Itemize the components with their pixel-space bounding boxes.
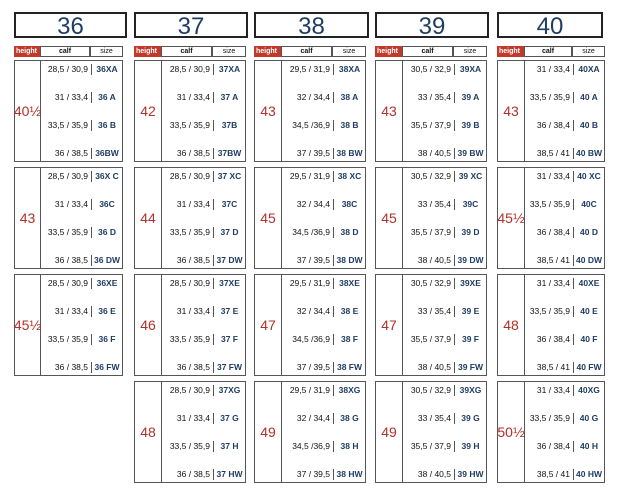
calf-range: 36 / 38,5 [54,362,88,372]
height-value: 45 [255,168,282,268]
size-row [162,469,245,480]
calf-range: 28,5 / 30,9 [47,171,88,181]
size-row [525,306,604,317]
size-code: 37 H [213,441,245,452]
size-row [162,64,245,75]
calf-range: 33,5 / 35,9 [169,120,210,130]
size-row [41,306,122,317]
size-code: 37 HW [213,469,245,480]
size-code: 38 F [333,334,365,345]
calf-range: 30,5 / 32,9 [410,385,451,395]
header-height: height [14,46,40,57]
calf-range: 33 / 35,4 [417,306,451,316]
calf-range: 36 / 38,5 [54,148,88,158]
height-value: 47 [376,275,403,375]
calf-range: 31 / 33,4 [176,413,210,423]
size-row [403,469,486,480]
calf-range: 33,5 / 35,9 [169,441,210,451]
size-row [525,278,604,289]
height-value: 43 [498,61,525,161]
size-code: 37 D [213,227,245,238]
height-block [375,60,487,162]
size-code: 36XE [91,278,122,289]
size-code: 36 E [91,306,122,317]
size-code: 39 H [454,441,486,452]
calf-range: 28,5 / 30,9 [169,385,210,395]
size-code: 40 D [573,227,604,238]
calf-range: 31 / 33,4 [54,306,88,316]
size-code: 38 HW [333,469,365,480]
size-row [282,255,365,266]
calf-range: 36 / 38,4 [536,334,570,344]
size-code: 39 D [454,227,486,238]
size-code: 40 BW [573,148,604,159]
size-row [525,199,604,210]
size-row [282,469,365,480]
calf-range: 33 / 35,4 [417,199,451,209]
calf-range: 31 / 33,4 [176,306,210,316]
calf-range: 32 / 34,4 [296,413,330,423]
header-size: size [332,46,366,57]
size-row [525,64,604,75]
calf-range: 36 / 38,4 [536,441,570,451]
size-code: 38 XC [333,171,365,182]
height-block [497,60,605,162]
size-code: 40C [573,199,604,210]
size-row [162,385,245,396]
size-code: 39 E [454,306,486,317]
size-row [162,148,245,159]
size-code: 40XA [573,64,604,75]
calf-range: 37 / 39,5 [296,148,330,158]
height-block [134,167,246,269]
height-block [497,381,605,483]
size-code: 40 H [573,441,604,452]
header-calf: calf [161,46,212,57]
size-code: 36 FW [91,362,122,373]
header-height: height [134,46,161,57]
size-code: 37 DW [213,255,245,266]
size-row [525,120,604,131]
size-row [162,255,245,266]
size-row [403,64,486,75]
size-code: 40XG [573,385,604,396]
calf-range: 29,5 / 31,9 [289,385,330,395]
header-size: size [212,46,246,57]
size-row [282,385,365,396]
column-header-row [134,46,246,57]
calf-range: 37 / 39,5 [296,362,330,372]
size-row [525,171,604,182]
calf-range: 34,5 /36,9 [292,441,330,451]
size-row [403,306,486,317]
calf-range: 33,5 / 35,9 [47,334,88,344]
size-row [525,334,604,345]
size-row [282,64,365,75]
height-value: 49 [376,382,403,482]
size-row [403,441,486,452]
size-row [41,227,122,238]
calf-range: 31 / 33,4 [176,92,210,102]
calf-range: 30,5 / 32,9 [410,278,451,288]
size-code: 36 B [91,120,122,131]
size-column [14,12,127,38]
size-row [525,469,604,480]
height-value: 43 [376,61,403,161]
calf-range: 29,5 / 31,9 [289,171,330,181]
size-column [134,12,248,38]
size-code: 40 F [573,334,604,345]
size-code: 38XA [333,64,365,75]
calf-range: 33,5 / 35,9 [529,306,570,316]
height-block [134,381,246,483]
size-row [282,148,365,159]
column-header-row [254,46,366,57]
calf-range: 38 / 40,5 [417,362,451,372]
height-block [134,274,246,376]
column-header-row [14,46,123,57]
calf-range: 28,5 / 30,9 [169,171,210,181]
calf-range: 38 / 40,5 [417,255,451,265]
calf-range: 30,5 / 32,9 [410,64,451,74]
header-size: size [453,46,487,57]
size-code: 38 D [333,227,365,238]
size-row [403,148,486,159]
calf-range: 33,5 / 35,9 [47,120,88,130]
size-code: 39 FW [454,362,486,373]
size-row [282,92,365,103]
calf-range: 31 / 33,4 [54,92,88,102]
size-code: 40 G [573,413,604,424]
size-row [162,306,245,317]
height-block [254,381,366,483]
calf-range: 32 / 34,4 [296,199,330,209]
calf-range: 35,5 / 37,9 [410,227,451,237]
calf-range: 33,5 / 35,9 [47,227,88,237]
calf-range: 38 / 40,5 [417,148,451,158]
size-row [162,441,245,452]
calf-range: 32 / 34,4 [296,92,330,102]
height-block [254,167,366,269]
size-code: 37C [213,199,245,210]
height-block [14,274,123,376]
size-code: 38XG [333,385,365,396]
size-code: 38C [333,199,365,210]
calf-range: 28,5 / 30,9 [47,64,88,74]
header-calf: calf [402,46,453,57]
size-row [41,199,122,210]
calf-range: 31 / 33,4 [176,199,210,209]
size-row [403,278,486,289]
height-value: 42 [135,61,162,161]
height-block [375,274,487,376]
calf-range: 38,5 / 41 [536,255,570,265]
size-code: 39 A [454,92,486,103]
height-block [14,167,123,269]
size-code: 40 A [573,92,604,103]
size-code: 39 DW [454,255,486,266]
size-row [41,278,122,289]
calf-range: 37 / 39,5 [296,255,330,265]
shoe-size-title: 39 [375,12,489,38]
size-code: 36XA [91,64,122,75]
size-code: 38 A [333,92,365,103]
header-size: size [572,46,605,57]
size-code: 36 A [91,92,122,103]
calf-range: 28,5 / 30,9 [47,278,88,288]
size-row [162,362,245,373]
calf-range: 31 / 33,4 [536,171,570,181]
size-row [282,362,365,373]
size-row [525,92,604,103]
size-row [525,441,604,452]
calf-range: 29,5 / 31,9 [289,64,330,74]
height-value: 45½ [498,168,525,268]
height-block [14,60,123,162]
size-row [41,92,122,103]
calf-range: 33,5 / 35,9 [529,199,570,209]
calf-range: 34,5 /36,9 [292,120,330,130]
size-row [41,334,122,345]
calf-range: 35,5 / 37,9 [410,334,451,344]
size-row [162,413,245,424]
calf-range: 30,5 / 32,9 [410,171,451,181]
calf-range: 36 / 38,4 [536,120,570,130]
size-row [41,120,122,131]
size-column [497,12,603,38]
size-code: 37 G [213,413,245,424]
size-code: 38 B [333,120,365,131]
calf-range: 36 / 38,5 [176,255,210,265]
size-code: 40 XC [573,171,604,182]
size-row [162,199,245,210]
size-code: 40XE [573,278,604,289]
calf-range: 35,5 / 37,9 [410,441,451,451]
calf-range: 32 / 34,4 [296,306,330,316]
size-row [525,385,604,396]
size-code: 40 FW [573,362,604,373]
size-code: 37XG [213,385,245,396]
calf-range: 36 / 38,5 [176,362,210,372]
calf-range: 34,5 /36,9 [292,227,330,237]
header-height: height [497,46,524,57]
size-row [41,171,122,182]
calf-range: 29,5 / 31,9 [289,278,330,288]
size-code: 36 F [91,334,122,345]
calf-range: 34,5 /36,9 [292,334,330,344]
height-block [497,274,605,376]
size-code: 40 B [573,120,604,131]
size-row [41,148,122,159]
size-row [282,413,365,424]
size-code: 36C [91,199,122,210]
size-code: 37 XC [213,171,245,182]
calf-range: 33,5 / 35,9 [169,227,210,237]
calf-range: 31 / 33,4 [536,385,570,395]
size-row [525,413,604,424]
calf-range: 28,5 / 30,9 [169,64,210,74]
size-row [162,92,245,103]
size-code: 37 FW [213,362,245,373]
height-value: 49 [255,382,282,482]
height-value: 45½ [15,275,41,375]
calf-range: 28,5 / 30,9 [169,278,210,288]
size-row [403,120,486,131]
column-header-row [497,46,605,57]
calf-range: 36 / 38,5 [176,148,210,158]
size-code: 39 G [454,413,486,424]
calf-range: 36 / 38,4 [536,227,570,237]
height-block [134,60,246,162]
height-block [375,167,487,269]
size-column [254,12,369,38]
size-code: 38 H [333,441,365,452]
calf-range: 38,5 / 41 [536,362,570,372]
shoe-size-title: 36 [14,12,127,38]
size-code: 37XE [213,278,245,289]
column-header-row [375,46,487,57]
header-calf: calf [40,46,90,57]
size-row [282,278,365,289]
size-code: 39 HW [454,469,486,480]
calf-range: 36 / 38,5 [176,469,210,479]
header-calf: calf [281,46,332,57]
size-code: 39XA [454,64,486,75]
height-block [497,167,605,269]
size-row [41,255,122,266]
size-code: 36X C [91,171,122,182]
size-code: 37 F [213,334,245,345]
height-value: 40½ [15,61,41,161]
size-row [525,148,604,159]
size-code: 39C [454,199,486,210]
size-row [162,278,245,289]
header-calf: calf [524,46,572,57]
size-code: 40 HW [573,469,604,480]
size-row [403,227,486,238]
height-value: 46 [135,275,162,375]
size-row [525,227,604,238]
calf-range: 33,5 / 35,9 [169,334,210,344]
shoe-size-title: 40 [497,12,603,38]
size-row [403,413,486,424]
size-code: 38 G [333,413,365,424]
height-value: 48 [135,382,162,482]
height-value: 43 [15,168,41,268]
size-code: 39 XC [454,171,486,182]
calf-range: 31 / 33,4 [54,199,88,209]
size-code: 37BW [213,148,245,159]
size-row [403,334,486,345]
size-row [282,120,365,131]
calf-range: 33,5 / 35,9 [529,92,570,102]
size-row [403,199,486,210]
size-code: 39 B [454,120,486,131]
size-row [162,120,245,131]
height-block [254,274,366,376]
size-code: 39XE [454,278,486,289]
size-code: 39 BW [454,148,486,159]
size-row [403,385,486,396]
size-code: 40 E [573,306,604,317]
size-code: 38 E [333,306,365,317]
calf-range: 33 / 35,4 [417,413,451,423]
size-row [403,255,486,266]
height-block [254,60,366,162]
calf-range: 37 / 39,5 [296,469,330,479]
size-code: 37B [213,120,245,131]
size-row [41,362,122,373]
height-value: 47 [255,275,282,375]
size-code: 40 DW [573,255,604,266]
size-row [403,362,486,373]
size-row [525,362,604,373]
calf-range: 35,5 / 37,9 [410,120,451,130]
size-row [403,171,486,182]
size-row [282,334,365,345]
size-row [282,306,365,317]
size-row [282,441,365,452]
header-height: height [254,46,281,57]
header-height: height [375,46,402,57]
calf-range: 38,5 / 41 [536,469,570,479]
size-code: 37XA [213,64,245,75]
size-code: 36 DW [91,255,122,266]
size-code: 39 F [454,334,486,345]
size-row [162,171,245,182]
calf-range: 31 / 33,4 [536,278,570,288]
height-value: 48 [498,275,525,375]
size-code: 36BW [91,148,122,159]
calf-range: 33,5 / 35,9 [529,413,570,423]
height-value: 50½ [498,382,525,482]
size-column [375,12,489,38]
size-row [403,92,486,103]
size-code: 36 D [91,227,122,238]
calf-range: 38,5 / 41 [536,148,570,158]
calf-range: 36 / 38,5 [54,255,88,265]
size-code: 38 FW [333,362,365,373]
height-value: 43 [255,61,282,161]
shoe-size-title: 38 [254,12,369,38]
size-row [282,199,365,210]
calf-range: 38 / 40,5 [417,469,451,479]
size-code: 38 BW [333,148,365,159]
size-row [525,255,604,266]
size-code: 37 E [213,306,245,317]
header-size: size [90,46,123,57]
size-row [162,227,245,238]
size-code: 38 DW [333,255,365,266]
shoe-size-title: 37 [134,12,248,38]
size-code: 39XG [454,385,486,396]
size-row [282,227,365,238]
height-value: 44 [135,168,162,268]
size-row [41,64,122,75]
calf-range: 33 / 35,4 [417,92,451,102]
size-code: 37 A [213,92,245,103]
size-code: 38XE [333,278,365,289]
size-row [162,334,245,345]
calf-range: 31 / 33,4 [536,64,570,74]
size-row [282,171,365,182]
height-value: 45 [376,168,403,268]
height-block [375,381,487,483]
